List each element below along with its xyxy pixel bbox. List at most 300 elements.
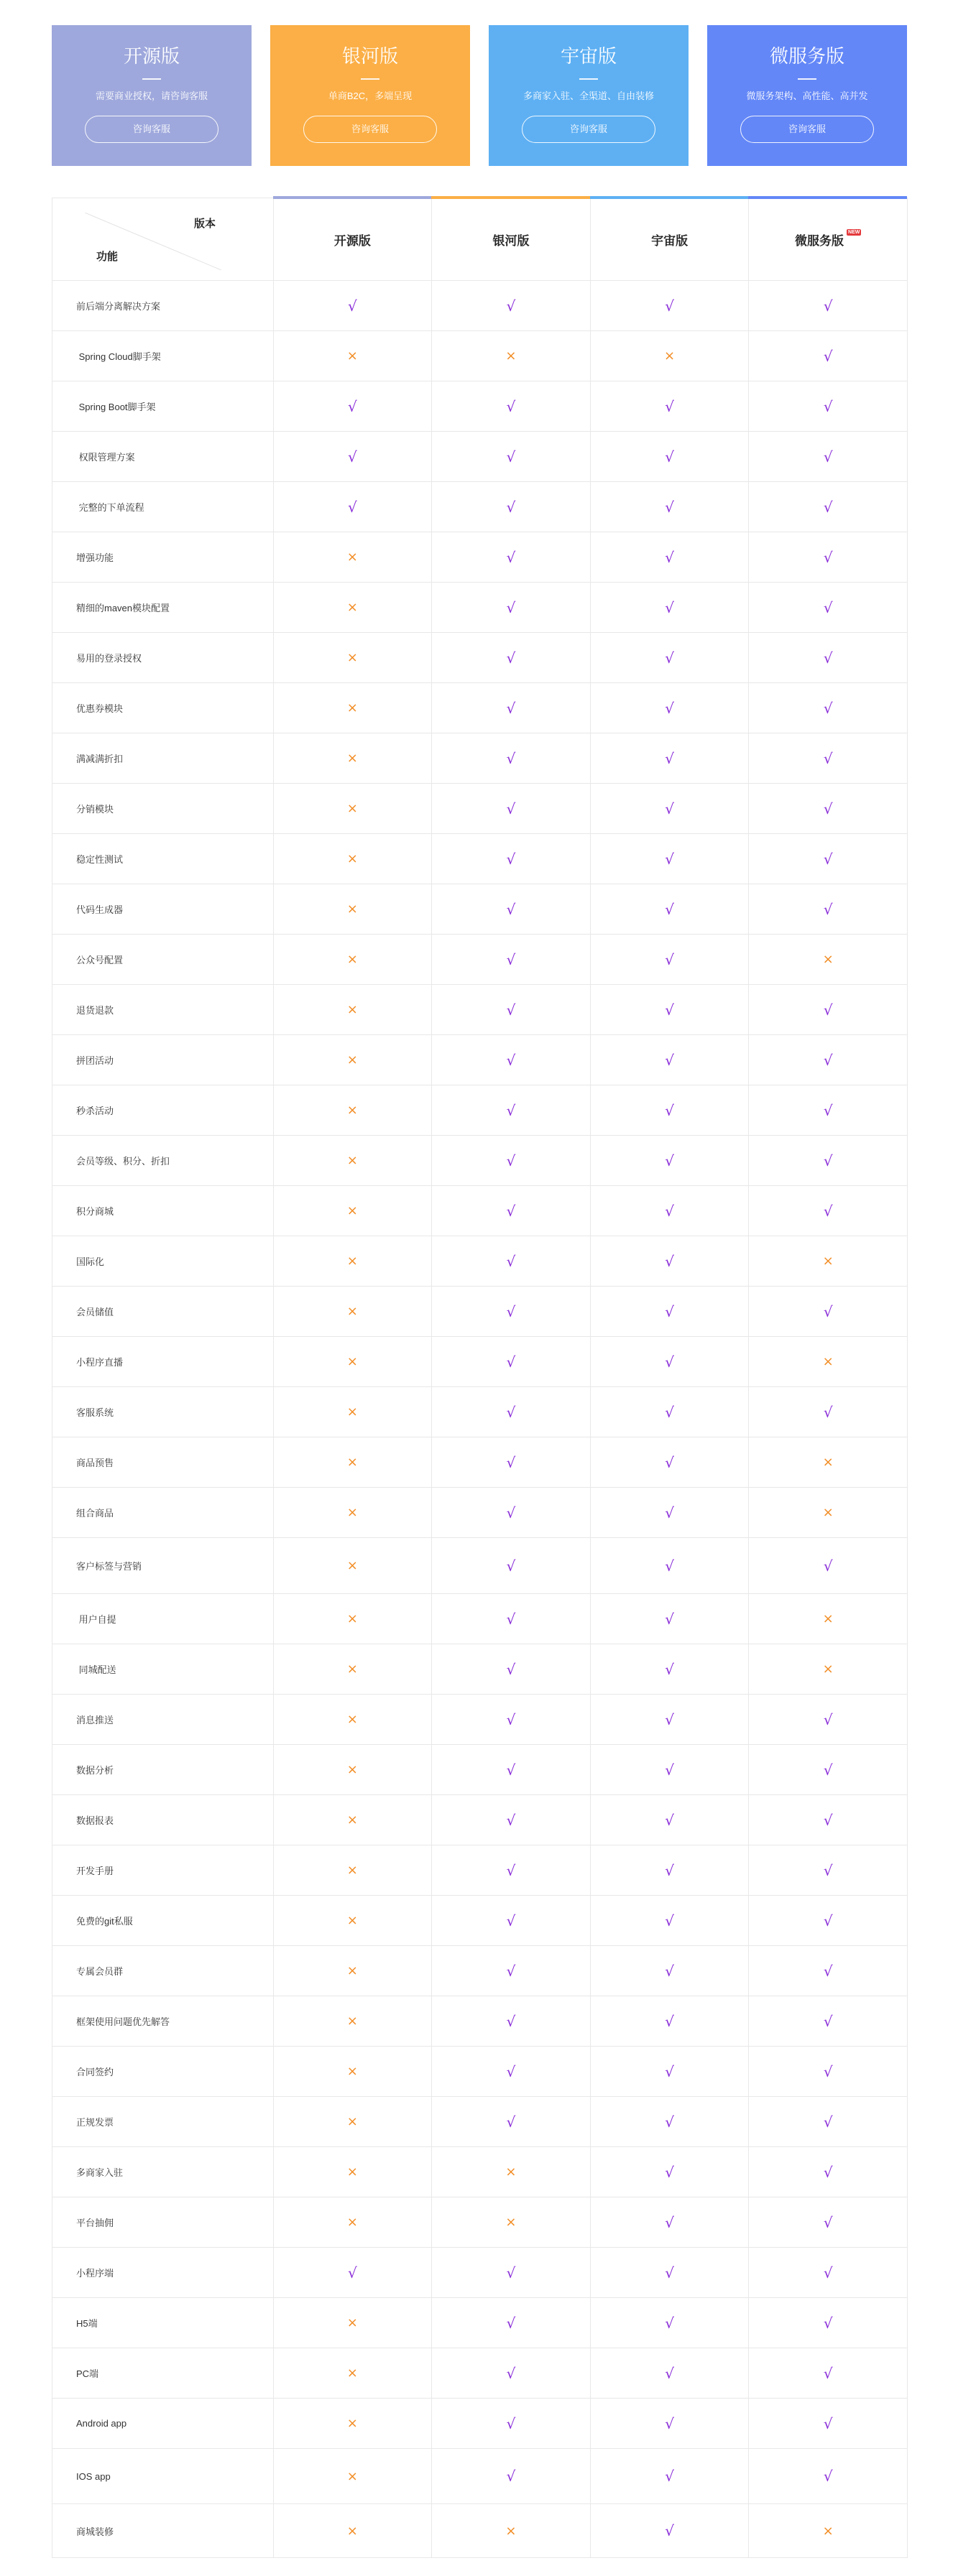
support-cell [748,2348,907,2398]
table-row [52,1594,907,1644]
table-row [52,733,907,784]
check-icon: √ [665,548,674,566]
support-cell [431,1745,590,1794]
table-row [52,2147,907,2197]
support-cell [590,985,749,1034]
support-cell [748,2298,907,2348]
corner-feature-label: 功能 [96,251,119,263]
support-cell [273,1387,432,1437]
consult-button[interactable]: 咨询客服 [303,116,437,143]
consult-button[interactable]: 咨询客服 [522,116,655,143]
check-icon: √ [823,448,833,465]
plan-description: 多商家入驻、全渠道、自由装修 [522,91,654,101]
check-icon: √ [506,1861,516,1879]
feature-label: 会员储值 [76,1307,114,1317]
support-cell [590,1236,749,1286]
check-icon: √ [823,1403,833,1421]
check-icon: √ [665,1660,674,1678]
support-cell [431,1946,590,1996]
check-icon: √ [665,1504,674,1521]
support-cell [748,2248,907,2297]
feature-label: 开发手册 [76,1866,114,1876]
cross-icon: × [346,1153,358,1168]
table-row [52,1186,907,1236]
support-cell [273,1896,432,1945]
check-icon: √ [506,1811,516,1829]
support-cell [273,2047,432,2096]
support-cell [748,1035,907,1085]
support-cell [273,1695,432,1744]
cross-icon: × [346,1203,358,1218]
feature-label: 同城配送 [76,1664,116,1675]
check-icon: √ [823,2213,833,2231]
check-icon: √ [506,1761,516,1779]
divider [142,78,161,80]
check-icon: √ [665,2264,674,2281]
feature-label: 组合商品 [76,1508,114,1519]
check-icon: √ [506,1453,516,1471]
check-icon: √ [823,2264,833,2281]
feature-label: 数据分析 [76,1765,114,1776]
check-icon: √ [506,397,516,415]
check-icon: √ [506,2414,516,2432]
support-cell [748,733,907,783]
column-header [748,198,907,280]
check-icon: √ [506,1152,516,1169]
check-icon: √ [823,699,833,717]
support-cell [431,1035,590,1085]
comparison-table [52,198,908,2558]
check-icon: √ [823,397,833,415]
check-icon: √ [823,1001,833,1019]
feature-label: Spring Boot脚手架 [76,402,156,412]
support-cell [590,583,749,632]
check-icon: √ [506,2364,516,2382]
check-icon: √ [823,850,833,868]
cross-icon: × [822,1611,834,1626]
table-row [52,1946,907,1996]
support-cell [273,683,432,733]
cross-icon: × [346,1812,358,1827]
support-cell [590,2449,749,2503]
support-cell [748,2197,907,2247]
support-cell [590,2504,749,2557]
support-cell [273,985,432,1034]
table-row [52,2504,907,2558]
check-icon: √ [506,850,516,868]
table-row [52,1035,907,1085]
support-cell [748,331,907,381]
check-icon: √ [665,2468,674,2485]
support-cell [431,1186,590,1236]
support-cell [590,1035,749,1085]
support-cell [431,1387,590,1437]
plan-title: 微服务版 [769,45,844,67]
support-cell [590,784,749,833]
check-icon: √ [823,498,833,516]
table-row [52,1644,907,1695]
support-cell [748,1287,907,1336]
cross-icon: × [822,2523,834,2539]
support-cell [748,1644,907,1694]
check-icon: √ [665,1761,674,1779]
feature-label: 精细的maven模块配置 [76,603,170,613]
support-cell [431,2348,590,2398]
feature-label: PC端 [76,2368,99,2379]
table-row [52,884,907,935]
support-cell [431,1236,590,1286]
table-row [52,1287,907,1337]
support-cell [590,281,749,330]
feature-label: 秒杀活动 [76,1106,114,1116]
plan-description: 需要商业授权，请咨询客服 [95,91,208,101]
support-cell [431,2449,590,2503]
support-cell [431,2504,590,2557]
cross-icon: × [346,801,358,816]
cross-icon: × [822,952,834,967]
support-cell [748,1437,907,1487]
check-icon: √ [665,1610,674,1628]
plan-card [489,25,689,166]
support-cell [431,834,590,884]
support-cell [590,1488,749,1537]
feature-label: 会员等级、积分、折扣 [76,1156,170,1167]
support-cell [431,432,590,481]
table-row [52,432,907,482]
support-cell [273,1085,432,1135]
check-icon: √ [506,2062,516,2080]
support-cell [273,2298,432,2348]
check-icon: √ [506,498,516,516]
feature-label: 积分商城 [76,1206,114,1217]
cross-icon: × [346,1762,358,1777]
cross-icon: × [346,600,358,615]
cross-icon: × [822,1354,834,1369]
cross-icon: × [505,2164,517,2179]
check-icon: √ [665,900,674,918]
support-cell [273,1236,432,1286]
support-cell [431,733,590,783]
support-cell [431,935,590,984]
check-icon: √ [665,1912,674,1929]
check-icon: √ [506,800,516,817]
check-icon: √ [506,1353,516,1371]
support-cell [748,1594,907,1644]
check-icon: √ [506,1912,516,1929]
support-cell [590,1085,749,1135]
support-cell [273,381,432,431]
support-cell [273,1795,432,1845]
check-icon: √ [823,1861,833,1879]
cross-icon: × [346,1254,358,1269]
column-accent-line [431,196,590,199]
check-icon: √ [506,1962,516,1980]
support-cell [273,1488,432,1537]
check-icon: √ [823,1051,833,1069]
feature-label: 免费的git私服 [76,1916,133,1927]
cross-icon: × [664,348,676,363]
check-icon: √ [506,1504,516,1521]
feature-label: 优惠券模块 [76,703,124,714]
feature-label: 客户标签与营销 [76,1561,142,1572]
feature-label: 消息推送 [76,1715,114,1725]
support-cell [748,1946,907,1996]
cross-icon: × [346,2315,358,2330]
cross-icon: × [346,2014,358,2029]
support-cell [273,1437,432,1487]
cross-icon: × [346,1863,358,1878]
check-icon: √ [823,1962,833,1980]
plan-card [270,25,470,166]
consult-button[interactable]: 咨询客服 [85,116,218,143]
support-cell [273,1845,432,1895]
column-accent-line [273,196,432,199]
support-cell [431,1085,590,1135]
feature-label: IOS app [76,2470,111,2482]
support-cell [748,1337,907,1386]
support-cell [748,1488,907,1537]
check-icon: √ [823,1302,833,1320]
feature-label: 商品预售 [76,1458,114,1468]
cross-icon: × [346,1712,358,1727]
support-cell [431,2399,590,2448]
check-icon: √ [665,1403,674,1421]
cross-icon: × [505,2215,517,2230]
feature-label: 数据报表 [76,1815,114,1826]
support-cell [748,2504,907,2557]
support-cell [590,1946,749,1996]
cross-icon: × [346,700,358,715]
check-icon: √ [823,1101,833,1119]
table-row [52,2399,907,2449]
support-cell [431,281,590,330]
support-cell [273,884,432,934]
column-title: 微服务版 [795,233,844,248]
check-icon: √ [347,2264,357,2281]
support-cell [431,1437,590,1487]
support-cell [748,1896,907,1945]
support-cell [590,1845,749,1895]
table-row [52,1236,907,1287]
table-row [52,532,907,583]
plan-description: 微服务架构、高性能、高并发 [746,91,868,101]
cross-icon: × [346,1052,358,1067]
check-icon: √ [823,1710,833,1728]
check-icon: √ [665,1152,674,1169]
support-cell [590,1136,749,1185]
table-row [52,1896,907,1946]
cross-icon: × [346,2366,358,2381]
check-icon: √ [665,1051,674,1069]
check-icon: √ [823,2414,833,2432]
support-cell [748,432,907,481]
feature-label: 增强功能 [76,552,114,563]
check-icon: √ [823,548,833,566]
plan-card [707,25,907,166]
support-cell [273,1136,432,1185]
support-cell [273,2248,432,2297]
table-row [52,2097,907,2147]
table-row [52,1845,907,1896]
cross-icon: × [822,1455,834,1470]
check-icon: √ [823,649,833,667]
check-icon: √ [506,649,516,667]
divider [579,78,598,80]
check-icon: √ [506,2113,516,2131]
check-icon: √ [506,1302,516,1320]
cross-icon: × [822,1254,834,1269]
column-header [431,198,590,280]
support-cell [590,733,749,783]
table-row [52,1488,907,1538]
check-icon: √ [665,2314,674,2332]
support-cell [590,2399,749,2448]
feature-label: 前后端分离解决方案 [76,301,161,312]
check-icon: √ [823,347,833,365]
plan-cards [52,25,907,166]
support-cell [590,1644,749,1694]
check-icon: √ [823,1811,833,1829]
support-cell [748,1795,907,1845]
feature-label: 易用的登录授权 [76,653,142,664]
check-icon: √ [506,1202,516,1220]
support-cell [273,1996,432,2046]
support-cell [431,1287,590,1336]
support-cell [590,1594,749,1644]
corner-version-label: 版本 [194,218,216,230]
cross-icon: × [346,952,358,967]
check-icon: √ [665,297,674,315]
support-cell [431,1795,590,1845]
table-row [52,482,907,532]
support-cell [590,1538,749,1593]
cross-icon: × [346,1611,358,1626]
table-row [52,583,907,633]
check-icon: √ [665,2113,674,2131]
check-icon: √ [665,1557,674,1575]
support-cell [748,2399,907,2448]
column-accent-line [590,196,749,199]
support-cell [748,1845,907,1895]
check-icon: √ [506,448,516,465]
cross-icon: × [346,1963,358,1978]
support-cell [273,482,432,532]
cross-icon: × [346,1354,358,1369]
support-cell [590,834,749,884]
support-cell [590,884,749,934]
table-row [52,683,907,733]
support-cell [748,532,907,582]
table-row [52,2449,907,2504]
support-cell [431,532,590,582]
support-cell [431,633,590,682]
support-cell [273,2348,432,2398]
plan-description: 单商B2C，多端呈现 [328,91,413,101]
cross-icon: × [346,1558,358,1573]
support-cell [590,1896,749,1945]
support-cell [748,1236,907,1286]
support-cell [748,1538,907,1593]
new-badge: NEW [848,229,860,235]
feature-label: 框架使用问题优先解答 [76,2016,170,2027]
support-cell [431,2197,590,2247]
feature-label: H5端 [76,2318,98,2329]
support-cell [431,381,590,431]
support-cell [273,2097,432,2146]
feature-label: 平台抽佣 [76,2218,114,2228]
support-cell [590,1387,749,1437]
feature-label: 代码生成器 [76,904,124,915]
check-icon: √ [506,1252,516,1270]
support-cell [590,1287,749,1336]
check-icon: √ [665,2012,674,2030]
support-cell [590,1745,749,1794]
feature-label: 完整的下单流程 [76,502,144,513]
check-icon: √ [823,800,833,817]
support-cell [748,834,907,884]
feature-label: 拼团活动 [76,1055,114,1066]
support-cell [431,2298,590,2348]
consult-button[interactable]: 咨询客服 [740,116,874,143]
check-icon: √ [665,749,674,767]
table-row [52,2248,907,2298]
check-icon: √ [823,1761,833,1779]
column-header [273,198,432,280]
support-cell [748,683,907,733]
support-cell [273,432,432,481]
support-cell [273,281,432,330]
check-icon: √ [506,699,516,717]
column-title: 银河版 [492,233,530,248]
support-cell [590,432,749,481]
support-cell [273,1644,432,1694]
table-row [52,2047,907,2097]
support-cell [431,1337,590,1386]
check-icon: √ [823,1202,833,1220]
table-row [52,1387,907,1437]
support-cell [590,1695,749,1744]
check-icon: √ [506,749,516,767]
cross-icon: × [346,348,358,363]
support-cell [590,2197,749,2247]
cross-icon: × [346,550,358,565]
check-icon: √ [823,900,833,918]
cross-icon: × [822,1505,834,1520]
check-icon: √ [665,1453,674,1471]
check-icon: √ [823,2012,833,2030]
cross-icon: × [346,2164,358,2179]
support-cell [273,2147,432,2197]
check-icon: √ [665,2364,674,2382]
cross-icon: × [505,2523,517,2539]
feature-label: 客服系统 [76,1407,114,1418]
support-cell [431,331,590,381]
support-cell [748,381,907,431]
support-cell [590,331,749,381]
support-cell [273,583,432,632]
cross-icon: × [346,1304,358,1319]
check-icon: √ [506,1610,516,1628]
check-icon: √ [506,1403,516,1421]
check-icon: √ [347,297,357,315]
table-row [52,1136,907,1186]
support-cell [748,2449,907,2503]
support-cell [273,1287,432,1336]
table-row [52,935,907,985]
cross-icon: × [346,2215,358,2230]
check-icon: √ [823,749,833,767]
feature-label: 正规发票 [76,2117,114,2128]
